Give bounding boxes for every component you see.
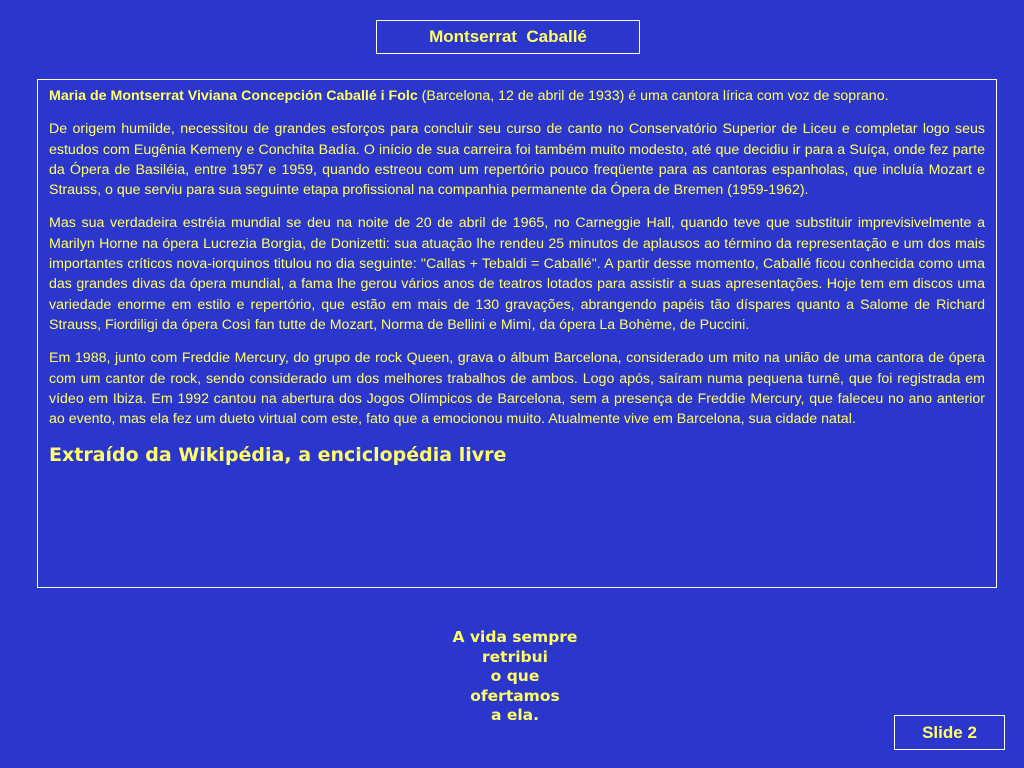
quote-line: retribui: [482, 647, 548, 666]
quote-line: o que: [490, 667, 540, 685]
source-credit: Extraído da Wikipédia, a enciclopédia livre: [49, 444, 507, 467]
lead-name: Maria de Montserrat Viviana Concepción Caballé i Folc: [49, 88, 418, 104]
lead-rest: (Barcelona, 12 de abril de 1933) é uma cantora lírica com voz de soprano.: [417, 88, 889, 104]
quote-line: ofertamos: [470, 686, 560, 705]
article-paragraph-debut: Mas sua verdadeira estréia mundial se deu na noite de 20 de abril de 1965, no Carneggie Hall, quando teve que substituir imprevisivelmente a Marilyn Horne na ópera Lucrezia Borgia, de Donizetti: sua atuação lhe rendeu 25 minutos de aplausos ao término da representação e um dos mais importantes críticos nova-iorquinos titulou no dia seguinte: "Callas + Tebaldi = Caballé". A partir desse momento, Caballé ficou conhecida como uma das grandes divas da ópera mundial, a fama lhe gerou vários anos de teatros lotados para assistir a suas apresentações. Hoje tem em discos uma variedade enorme em estilo e repertório, que estão em mais de 130 gravações, abrangendo papéis tão díspares quanto a Salome de Richard Strauss, Fiordiligi da ópera Così fan tutte de Mozart, Norma de Bellini e Mimì, da ópera La Bohème, de Puccini.: [49, 215, 985, 333]
article-paragraph-mercury: Em 1988, junto com Freddie Mercury, do grupo de rock Queen, grava o álbum Barcelona, considerado um mito na união de uma cantora de ópera com um cantor de rock, sendo considerado um dos melhores trabalhos de ambos. Logo após, saíram numa pequena turnê, que foi registrada em vídeo em Ibiza. Em 1992 cantou na abertura dos Jogos Olímpicos de Barcelona, sem a presença de Freddie Mercury, que faleceu no ano anterior ao evento, mas ela fez um dueto virtual com este, fato que a emocionou muito. Atualmente vive em Barcelona, sua cidade natal.: [49, 350, 985, 428]
quote-line: A vida sempre: [452, 628, 578, 646]
slide-number-box: [894, 715, 1005, 750]
article-paragraph-origin: De origem humilde, necessitou de grandes esforços para concluir seu curso de canto no Conservatório Superior de Liceu e completar logo seus estudos com Eugênia Kemeny e Conchita Badía. O início de sua carreira foi também muito modesto, até que decidiu ir para a Suíça, onde fez parte da Ópera de Basiléia, entre 1957 e 1959, quando estreou com um repertório pouco freqüente para as cantoras espanholas, que incluía Mozart e Strauss, o que serviu para sua seguinte etapa profissional na companhia permanente da Ópera de Bremen (1959-1962).: [49, 121, 985, 199]
slide-title: Montserrat Caballé: [429, 27, 587, 46]
slide-number: Slide 2: [922, 722, 977, 742]
slide-title-box: [376, 20, 640, 54]
lead-paragraph: [49, 86, 985, 106]
article-box: [37, 79, 997, 588]
quote-line: a ela.: [490, 706, 540, 724]
quote-text: [420, 628, 610, 726]
